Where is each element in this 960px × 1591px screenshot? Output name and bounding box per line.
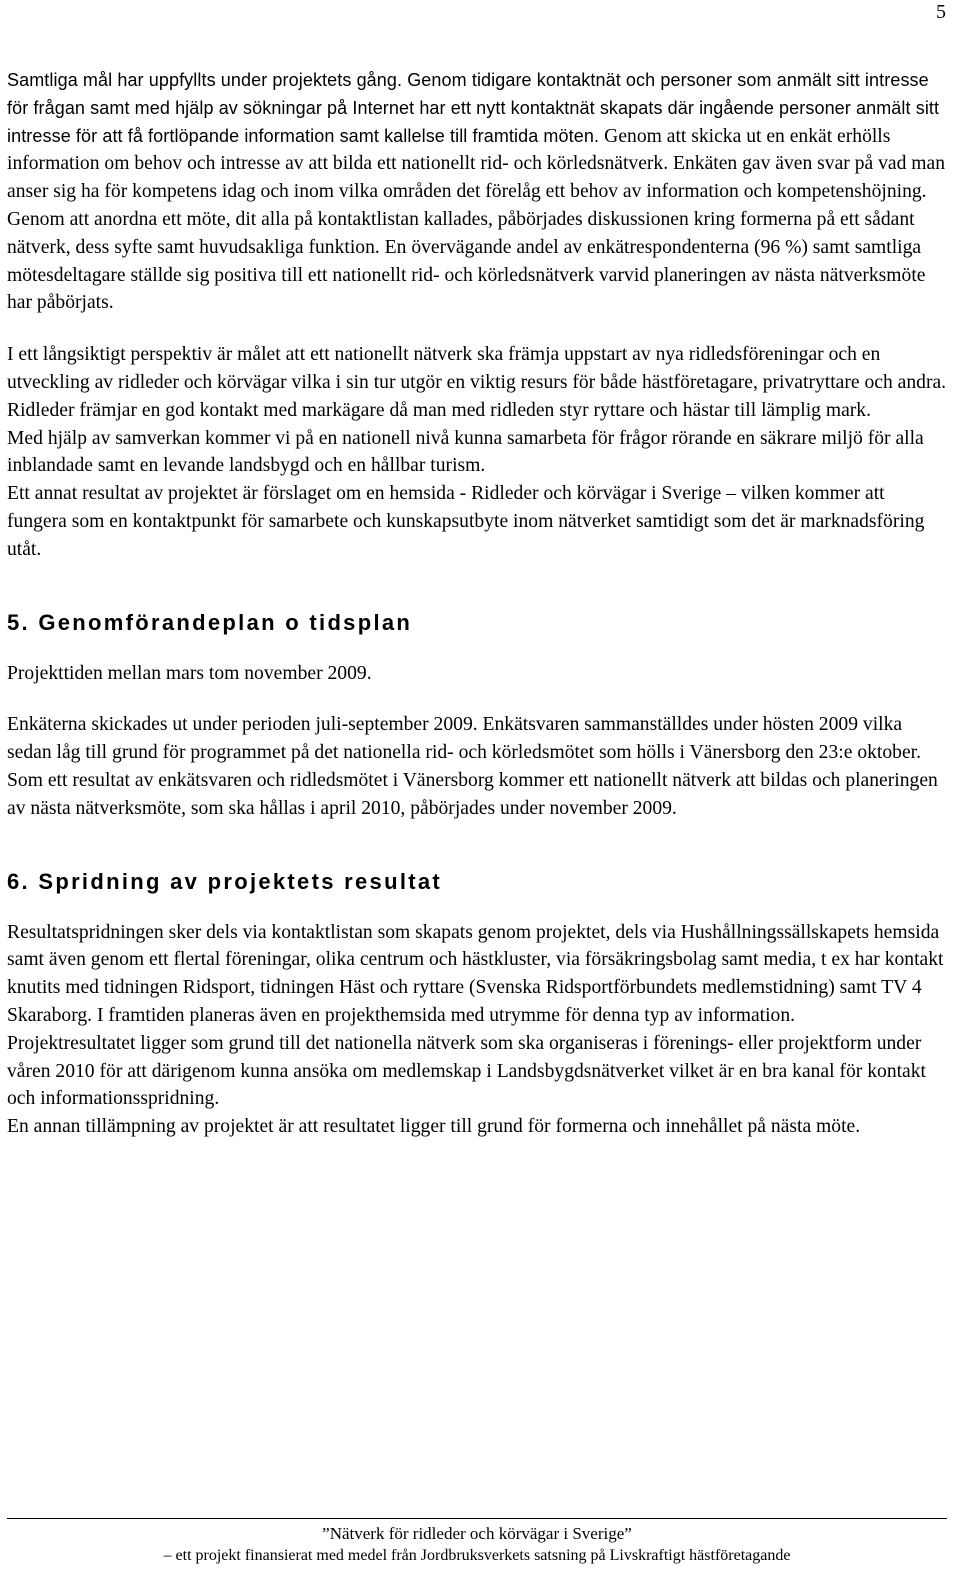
samverkan-paragraph: Med hjälp av samverkan kommer vi på en nationell nivå kunna samarbeta för frågor rörande en säkrare miljö för alla inblandade samt en levande landsbygd och en hållbar turism. [7,427,924,477]
hemsida-paragraph: Ett annat resultat av projektet är förslaget om en hemsida - Ridleder och körvägar i Sverige – vilken kommer att fungera som en kontaktpunkt för samarbete och kunskapsutbyte inom nätverket samtidigt som det är marknadsföring utåt. [7,483,925,560]
footer-divider [7,1518,947,1519]
section-6-paragraph-1: Resultatspridningen sker dels via kontaktlistan som skapats genom projektet, dels via Hushållningssällskapets hemsida samt även genom ett flertal föreningar, olika centrum och hästkluster, via försäkringsbolag samt media, t ex har kontakt knutits med tidningen Ridsport, tidningen Häst och ryttare (Svenska Ridsportförbundets medlemstidning) samt TV 4 Skaraborg. I framtiden planeras även en projekthemsida med utrymme för denna typ av information. [7,921,944,1026]
section-6-paragraph-3: En annan tillämpning av projektet är att resultatet ligger till grund för formerna och innehållet på nästa möte. [7,1116,861,1138]
long-term-paragraph: I ett långsiktigt perspektiv är målet att ett nationellt nätverk ska främja uppstart av nya ridledsföreningar och en utveckling av ridleder och körvägar vilka i sin tur utgör en viktig resurs för både hästföretagare, privatryttare och andra. [7,344,947,393]
section-6-paragraph-2: Projektresultatet ligger som grund till det nationella nätverk som ska organiseras i förenings- eller projektform under våren 2010 för att därigenom kunna ansöka om medlemskap i Landsbygdsnätverket vilket är en bra kanal för kontakt och informationsspridning. [7,1032,926,1110]
section-5-heading: 5. Genomförandeplan o tidsplan [7,609,413,635]
footer-funding-note: – ett projekt finansierat med medel från Jordbruksverkets satsning på Livskraftigt hästföretagande [163,1547,791,1564]
document-body [7,67,947,1141]
section-5-paragraph-1: Projekttiden mellan mars tom november 2009. [7,662,372,684]
section-5-paragraph-2: Enkäterna skickades ut under perioden juli-september 2009. Enkätsvaren sammanställdes under hösten 2009 vilka sedan låg till grund för programmet på det nationella rid- och körledsmötet som hölls i Vänersborg den 23:e oktober. Som ett resultat av enkätsvaren och ridledsmötet i Vänersborg kommer ett nationellt nätverk att bildas och planeringen av nästa nätverksmöte, som ska hållas i april 2010, påbörjades under november 2009. [7,714,938,819]
intro-sans-text: Samtliga mål har uppfyllts under projektets gång. Genom tidigare kontaktnät och personer som anmält sitt intresse för frågan samt med hjälp av sökningar på Internet har ett nytt kontaktnät skapats där ingående personer anmält sitt intresse för att få fortlöpande information samt kallelse till framtida möten. [7,70,940,146]
intro-paragraph [7,67,947,317]
intro-serif-text: Genom att skicka ut en enkät erhölls information om behov och intresse av att bilda ett nationellt rid- och körledsnätverk. Enkäten gav även svar på vad man anser sig ha för kompetens idag och inom vilka områden det förelåg ett behov av information och kompetenshöjning. Genom att anordna ett möte, dit alla på kontaktlistan kallades, påbörjades diskussionen kring formerna på ett sådant nätverk, dess syfte samt huvudsakliga funktion. En övervägande andel av enkätrespondenterna (96 %) samt samtliga mötesdeltagare ställde sig positiva till ett nationellt rid- och körledsnätverk varvid planeringen av nästa nätverksmöte har påbörjats. [7,125,946,314]
page-footer [7,1518,947,1567]
footer-project-title: ”Nätverk för ridleder och körvägar i Sverige” [322,1524,632,1543]
page-number: 5 [936,1,946,23]
ridleder-paragraph: Ridleder främjar en god kontakt med markägare då man med ridleden styr ryttare och hästar till lämplig mark. [7,399,872,421]
section-6-heading: 6. Spridning av projektets resultat [7,868,443,894]
